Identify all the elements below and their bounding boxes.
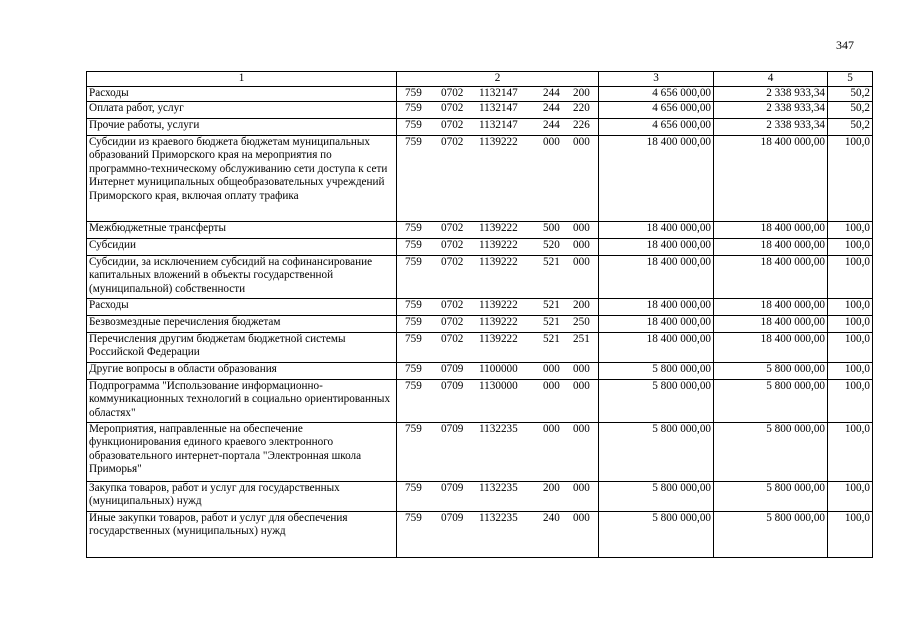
percent-value: 100,0 [828, 255, 873, 298]
code-value: 1130000 [479, 379, 518, 392]
code-value: 000 [543, 379, 560, 392]
code-value: 244 [543, 86, 560, 99]
code-value: 0709 [441, 481, 464, 494]
table-row [87, 118, 873, 135]
code-value: 0702 [441, 118, 464, 131]
code-value: 759 [405, 255, 422, 268]
code-value: 000 [573, 511, 590, 524]
percent-value: 50,2 [828, 86, 873, 101]
column-header: 3 [599, 72, 714, 87]
code-value: 759 [405, 221, 422, 234]
row-codes [397, 298, 599, 315]
row-codes [397, 511, 599, 557]
row-name: Закупка товаров, работ и услуг для государственных (муниципальных) нужд [87, 481, 397, 511]
code-value: 0709 [441, 422, 464, 435]
plan-amount: 18 400 000,00 [599, 221, 714, 238]
code-value: 759 [405, 238, 422, 251]
plan-amount: 18 400 000,00 [599, 332, 714, 362]
row-name: Перечисления другим бюджетам бюджетной системы Российской Федерации [87, 332, 397, 362]
table-row [87, 86, 873, 101]
actual-amount: 2 338 933,34 [714, 118, 828, 135]
plan-amount: 4 656 000,00 [599, 101, 714, 118]
row-codes [397, 332, 599, 362]
actual-amount: 18 400 000,00 [714, 221, 828, 238]
row-codes [397, 422, 599, 481]
code-value: 000 [573, 255, 590, 268]
code-value: 1132147 [479, 118, 518, 131]
code-value: 226 [573, 118, 590, 131]
plan-amount: 18 400 000,00 [599, 315, 714, 332]
code-value: 220 [573, 101, 590, 114]
table-row [87, 362, 873, 379]
budget-table [86, 71, 873, 558]
code-value: 200 [573, 298, 590, 311]
plan-amount: 18 400 000,00 [599, 238, 714, 255]
row-name: Мероприятия, направленные на обеспечение функционирования единого краевого электронного образовательного интернет-портала "Электронная школа Приморья" [87, 422, 397, 481]
plan-amount: 18 400 000,00 [599, 255, 714, 298]
code-value: 1139222 [479, 255, 518, 268]
code-value: 1139222 [479, 332, 518, 345]
row-name: Расходы [87, 86, 397, 101]
code-value: 1139222 [479, 221, 518, 234]
column-header: 5 [828, 72, 873, 87]
plan-amount: 4 656 000,00 [599, 86, 714, 101]
table-row [87, 511, 873, 557]
code-value: 000 [573, 481, 590, 494]
code-value: 200 [573, 86, 590, 99]
code-value: 251 [573, 332, 590, 345]
row-codes [397, 118, 599, 135]
page-number: 347 [836, 38, 854, 52]
code-value: 521 [543, 255, 560, 268]
table-row [87, 238, 873, 255]
code-value: 759 [405, 86, 422, 99]
code-value: 0702 [441, 86, 464, 99]
table-row [87, 481, 873, 511]
code-value: 200 [543, 481, 560, 494]
plan-amount: 5 800 000,00 [599, 379, 714, 422]
code-value: 1132147 [479, 101, 518, 114]
code-value: 759 [405, 315, 422, 328]
percent-value: 100,0 [828, 332, 873, 362]
row-codes [397, 221, 599, 238]
percent-value: 100,0 [828, 481, 873, 511]
percent-value: 100,0 [828, 238, 873, 255]
table-row [87, 298, 873, 315]
actual-amount: 18 400 000,00 [714, 315, 828, 332]
actual-amount: 5 800 000,00 [714, 511, 828, 557]
row-name: Межбюджетные трансферты [87, 221, 397, 238]
plan-amount: 5 800 000,00 [599, 362, 714, 379]
code-value: 759 [405, 481, 422, 494]
row-name: Оплата работ, услуг [87, 101, 397, 118]
column-header: 1 [87, 72, 397, 87]
percent-value: 100,0 [828, 422, 873, 481]
code-value: 000 [543, 135, 560, 148]
table-row [87, 135, 873, 221]
code-value: 240 [543, 511, 560, 524]
row-name: Прочие работы, услуги [87, 118, 397, 135]
code-value: 520 [543, 238, 560, 251]
percent-value: 50,2 [828, 118, 873, 135]
code-value: 0702 [441, 298, 464, 311]
column-header: 4 [714, 72, 828, 87]
row-codes [397, 315, 599, 332]
actual-amount: 5 800 000,00 [714, 379, 828, 422]
code-value: 0702 [441, 238, 464, 251]
plan-amount: 5 800 000,00 [599, 422, 714, 481]
plan-amount: 5 800 000,00 [599, 511, 714, 557]
code-value: 759 [405, 298, 422, 311]
actual-amount: 18 400 000,00 [714, 135, 828, 221]
percent-value: 50,2 [828, 101, 873, 118]
row-name: Безвозмездные перечисления бюджетам [87, 315, 397, 332]
actual-amount: 18 400 000,00 [714, 255, 828, 298]
table-header-row [87, 72, 873, 87]
row-codes [397, 255, 599, 298]
code-value: 244 [543, 118, 560, 131]
row-name: Субсидии [87, 238, 397, 255]
percent-value: 100,0 [828, 362, 873, 379]
code-value: 759 [405, 379, 422, 392]
code-value: 1132147 [479, 86, 518, 99]
code-value: 000 [573, 379, 590, 392]
code-value: 521 [543, 298, 560, 311]
code-value: 500 [543, 221, 560, 234]
plan-amount: 5 800 000,00 [599, 481, 714, 511]
code-value: 0702 [441, 315, 464, 328]
code-value: 000 [543, 422, 560, 435]
code-value: 1100000 [479, 362, 518, 375]
row-name: Подпрограмма "Использование информационно-коммуникационных технологий в социально ориентированных областях" [87, 379, 397, 422]
code-value: 1139222 [479, 298, 518, 311]
code-value: 000 [573, 221, 590, 234]
code-value: 1132235 [479, 422, 518, 435]
code-value: 521 [543, 315, 560, 328]
code-value: 0702 [441, 221, 464, 234]
row-name: Другие вопросы в области образования [87, 362, 397, 379]
code-value: 759 [405, 332, 422, 345]
row-codes [397, 481, 599, 511]
code-value: 0709 [441, 362, 464, 375]
actual-amount: 5 800 000,00 [714, 422, 828, 481]
code-value: 759 [405, 511, 422, 524]
column-header: 2 [397, 72, 599, 87]
actual-amount: 5 800 000,00 [714, 481, 828, 511]
code-value: 1139222 [479, 238, 518, 251]
percent-value: 100,0 [828, 511, 873, 557]
row-codes [397, 101, 599, 118]
row-name: Субсидии из краевого бюджета бюджетам муниципальных образований Приморского края на мероприятия по программно-техническому обслуживанию сети доступа к сети Интернет муниципальных общеобразовательных учреждений Приморского края, включая оплату трафика [87, 135, 397, 221]
code-value: 759 [405, 135, 422, 148]
code-value: 759 [405, 362, 422, 375]
table-row [87, 422, 873, 481]
code-value: 759 [405, 118, 422, 131]
actual-amount: 2 338 933,34 [714, 86, 828, 101]
code-value: 244 [543, 101, 560, 114]
code-value: 0702 [441, 135, 464, 148]
code-value: 0702 [441, 255, 464, 268]
code-value: 1132235 [479, 481, 518, 494]
row-codes [397, 362, 599, 379]
code-value: 1139222 [479, 135, 518, 148]
code-value: 759 [405, 422, 422, 435]
percent-value: 100,0 [828, 315, 873, 332]
plan-amount: 18 400 000,00 [599, 298, 714, 315]
percent-value: 100,0 [828, 379, 873, 422]
code-value: 250 [573, 315, 590, 328]
plan-amount: 4 656 000,00 [599, 118, 714, 135]
table-row [87, 379, 873, 422]
actual-amount: 5 800 000,00 [714, 362, 828, 379]
table-row [87, 255, 873, 298]
row-name: Иные закупки товаров, работ и услуг для обеспечения государственных (муниципальных) нужд [87, 511, 397, 557]
actual-amount: 18 400 000,00 [714, 298, 828, 315]
code-value: 000 [573, 135, 590, 148]
table-row [87, 332, 873, 362]
percent-value: 100,0 [828, 298, 873, 315]
row-name: Субсидии, за исключением субсидий на софинансирование капитальных вложений в объекты государственной (муниципальной) собственности [87, 255, 397, 298]
actual-amount: 18 400 000,00 [714, 332, 828, 362]
percent-value: 100,0 [828, 135, 873, 221]
code-value: 0702 [441, 101, 464, 114]
plan-amount: 18 400 000,00 [599, 135, 714, 221]
row-codes [397, 86, 599, 101]
code-value: 000 [573, 238, 590, 251]
code-value: 000 [573, 362, 590, 375]
code-value: 1132235 [479, 511, 518, 524]
code-value: 0709 [441, 511, 464, 524]
percent-value: 100,0 [828, 221, 873, 238]
row-codes [397, 135, 599, 221]
code-value: 759 [405, 101, 422, 114]
code-value: 1139222 [479, 315, 518, 328]
row-codes [397, 379, 599, 422]
table-row [87, 101, 873, 118]
code-value: 521 [543, 332, 560, 345]
row-name: Расходы [87, 298, 397, 315]
code-value: 0702 [441, 332, 464, 345]
table-row [87, 315, 873, 332]
code-value: 0709 [441, 379, 464, 392]
table-row [87, 221, 873, 238]
code-value: 000 [543, 362, 560, 375]
actual-amount: 18 400 000,00 [714, 238, 828, 255]
row-codes [397, 238, 599, 255]
code-value: 000 [573, 422, 590, 435]
actual-amount: 2 338 933,34 [714, 101, 828, 118]
